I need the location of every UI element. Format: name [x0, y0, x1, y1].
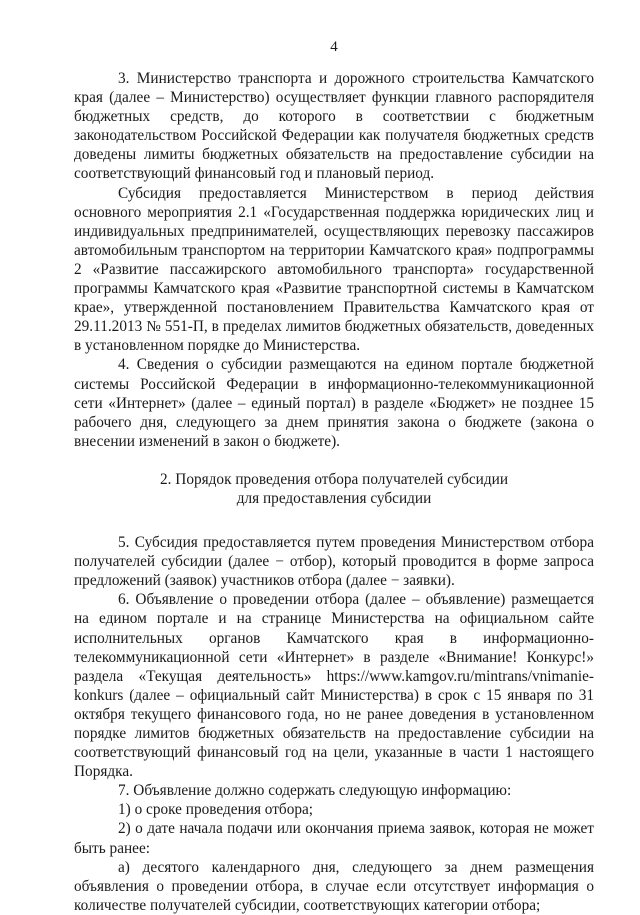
section-heading: [74, 470, 594, 508]
list-item-1: 1) о сроке проведения отбора;: [118, 801, 314, 819]
document-page: [74, 38, 594, 915]
section-heading-line-2: для предоставления субсидии: [236, 489, 432, 507]
paragraph-3: 3. Министерство транспорта и дорожного строительства Камчатского края (далее – Министерство) осуществляет функции главного распорядителя бюджетных средств, до которого в соответствии с бюджетным законодательством Российской Федерации как получателя бюджетных средств доведены лимиты бюджетных обязательств на предоставление субсидии на соответствующий финансовый год и плановый период.: [74, 70, 594, 183]
list-item-2: 2) о дате начала подачи или окончания приема заявок, которая не может быть ранее:: [74, 820, 594, 857]
paragraph-7: 7. Объявление должно содержать следующую информацию:: [118, 782, 512, 800]
paragraph-6: 6. Объявление о проведении отбора (далее – объявление) размещается на едином портале и на странице Министерства на официальном сайте исполнительных органов Камчатского края в информационно-телекоммуникационной сети «Интернет» в разделе «Внимание! Конкурс!» раздела «Текущая деятельность» https://www.kamgov.ru/mintrans/vnimanie-konkurs (далее – официальный сайт Министерства) в срок с 15 января по 31 октября текущего финансового года, но не ранее доведения в установленном порядке лимитов бюджетных обязательств на предоставление субсидии на соответствующий финансовый год на цели, указанные в части 1 настоящего Порядка.: [74, 591, 594, 781]
section-heading-line-1: 2. Порядок проведения отбора получателей субсидии: [159, 470, 509, 488]
page-number: 4: [330, 39, 338, 55]
paragraph-4: 4. Сведения о субсидии размещаются на едином портале бюджетной системы Российской Федерации в информационно-телекоммуникационной сети «Интернет» (далее – единый портал) в разделе «Бюджет» не позднее 15 рабочего дня, следующего за днем принятия закона о бюджете (закона о внесении изменений в закон о бюджете).: [74, 356, 594, 450]
paragraphs-after-section: [74, 533, 594, 915]
paragraph-5: 5. Субсидия предоставляется путем проведения Министерством отбора получателей субсидии (далее − отбор), который проводится в форме запроса предложений (заявок) участников отбора (далее − заявки).: [74, 534, 594, 590]
list-item-2a: а) десятого календарного дня, следующего за днем размещения объявления о проведении отбора, в случае если отсутствует информация о количестве получателей субсидии, соответствующих категории отбора;: [74, 858, 594, 914]
paragraphs-before-section: [74, 69, 594, 451]
paragraph-subsidy-period: Субсидия предоставляется Министерством в период действия основного мероприятия 2.1 «Государственная поддержка юридических лиц и индивидуальных предпринимателей, осуществляющих перевозку пассажиров автомобильным транспортом на территории Камчатского края» подпрограммы 2 «Развитие пассажирского автомобильного транспорта» государственной программы Камчатского края «Развитие транспортной системы в Камчатском крае», утвержденной постановлением Правительства Камчатского края от 29.11.2013 № 551-П, в пределах лимитов бюджетных обязательств, доведенных в установленном порядке до Министерства.: [74, 184, 594, 355]
